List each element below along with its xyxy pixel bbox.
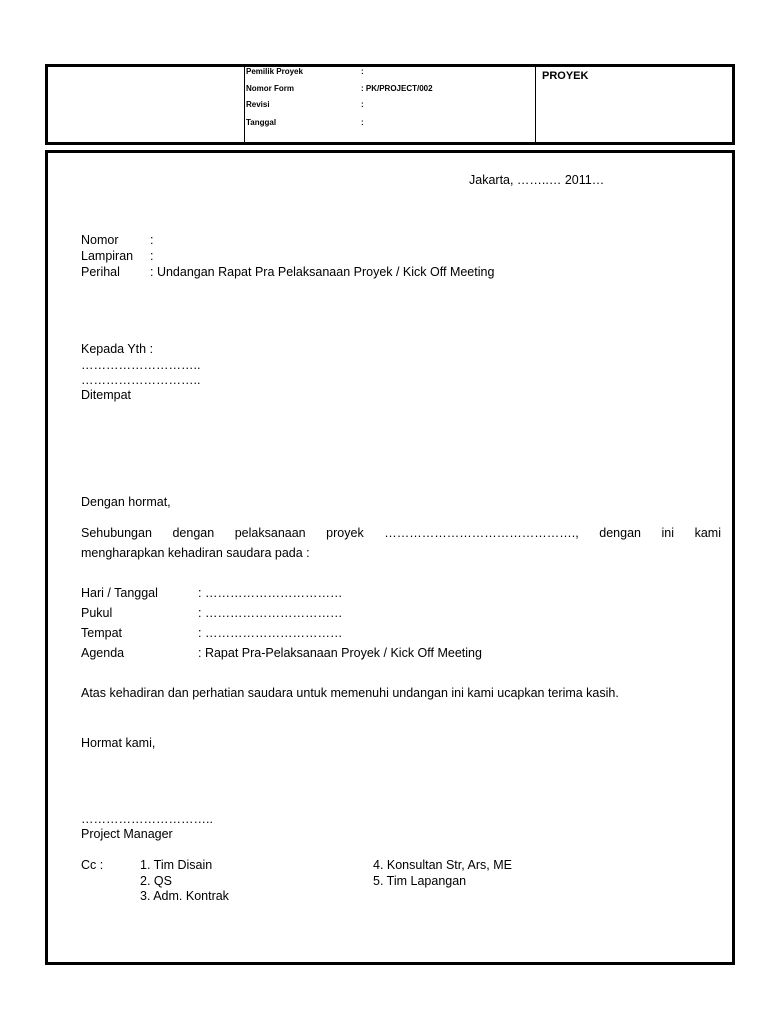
recipient-line-2: ……………………….. [81,373,201,387]
cc-item-3: 3. Adm. Kontrak [140,889,229,903]
header-label-nomor-form: Nomor Form [246,84,294,93]
recipient-place: Ditempat [81,388,132,402]
header-divider-right [535,67,536,142]
meta-label-lampiran: Lampiran [81,249,134,263]
intro-line-1: Sehubungan dengan pelaksanaan proyek ………………………………………., dengan ini kami [81,526,721,540]
header-label-tanggal: Tanggal [246,118,277,127]
cc-label: Cc : [81,858,104,872]
meta-value-perihal: : Undangan Rapat Pra Pelaksanaan Proyek / Kick Off Meeting [150,265,495,279]
header-value-tanggal: : [361,118,364,127]
detail-value-pukul: : …………………………… [198,606,343,620]
detail-value-agenda: : Rapat Pra-Pelaksanaan Proyek / Kick Off Meeting [198,646,482,660]
header-divider-left [244,67,245,142]
header-label-revisi: Revisi [246,100,270,109]
header-proyek-label: PROYEK [542,70,589,82]
date-line: Jakarta, ……..… 2011… [469,173,605,187]
detail-label-agenda: Agenda [81,646,125,660]
header-value-revisi: : [361,100,364,109]
cc-item-1: 1. Tim Disain [140,858,213,872]
detail-label-pukul: Pukul [81,606,113,620]
header-value-pemilik: : [361,67,364,76]
detail-label-hari-tanggal: Hari / Tanggal [81,586,158,600]
recipient-line-1: ……………………….. [81,358,201,372]
header-value-nomor-form: : PK/PROJECT/002 [361,84,433,93]
cc-item-2: 2. QS [140,874,172,888]
regards: Hormat kami, [81,736,156,750]
meta-label-nomor: Nomor [81,233,119,247]
detail-label-tempat: Tempat [81,626,122,640]
cc-item-5: 5. Tim Lapangan [373,874,467,888]
letter-body [45,150,735,965]
recipient-salutation: Kepada Yth : [81,342,154,356]
intro-line-2: mengharapkan kehadiran saudara pada : [81,546,310,560]
greeting: Dengan hormat, [81,495,171,509]
meta-label-perihal: Perihal [81,265,120,279]
signature-dots: ………………………….. [81,812,213,826]
closing-text: Atas kehadiran dan perhatian saudara untuk memenuhi undangan ini kami ucapkan terima kasih. [81,686,619,700]
signature-title: Project Manager [81,827,173,841]
detail-value-tempat: : …………………………… [198,626,343,640]
form-header [45,64,735,145]
meta-value-nomor: : [150,233,154,247]
meta-value-lampiran: : [150,249,154,263]
header-label-pemilik: Pemilik Proyek [246,67,303,76]
detail-value-hari-tanggal: : …………………………… [198,586,343,600]
cc-item-4: 4. Konsultan Str, Ars, ME [373,858,512,872]
